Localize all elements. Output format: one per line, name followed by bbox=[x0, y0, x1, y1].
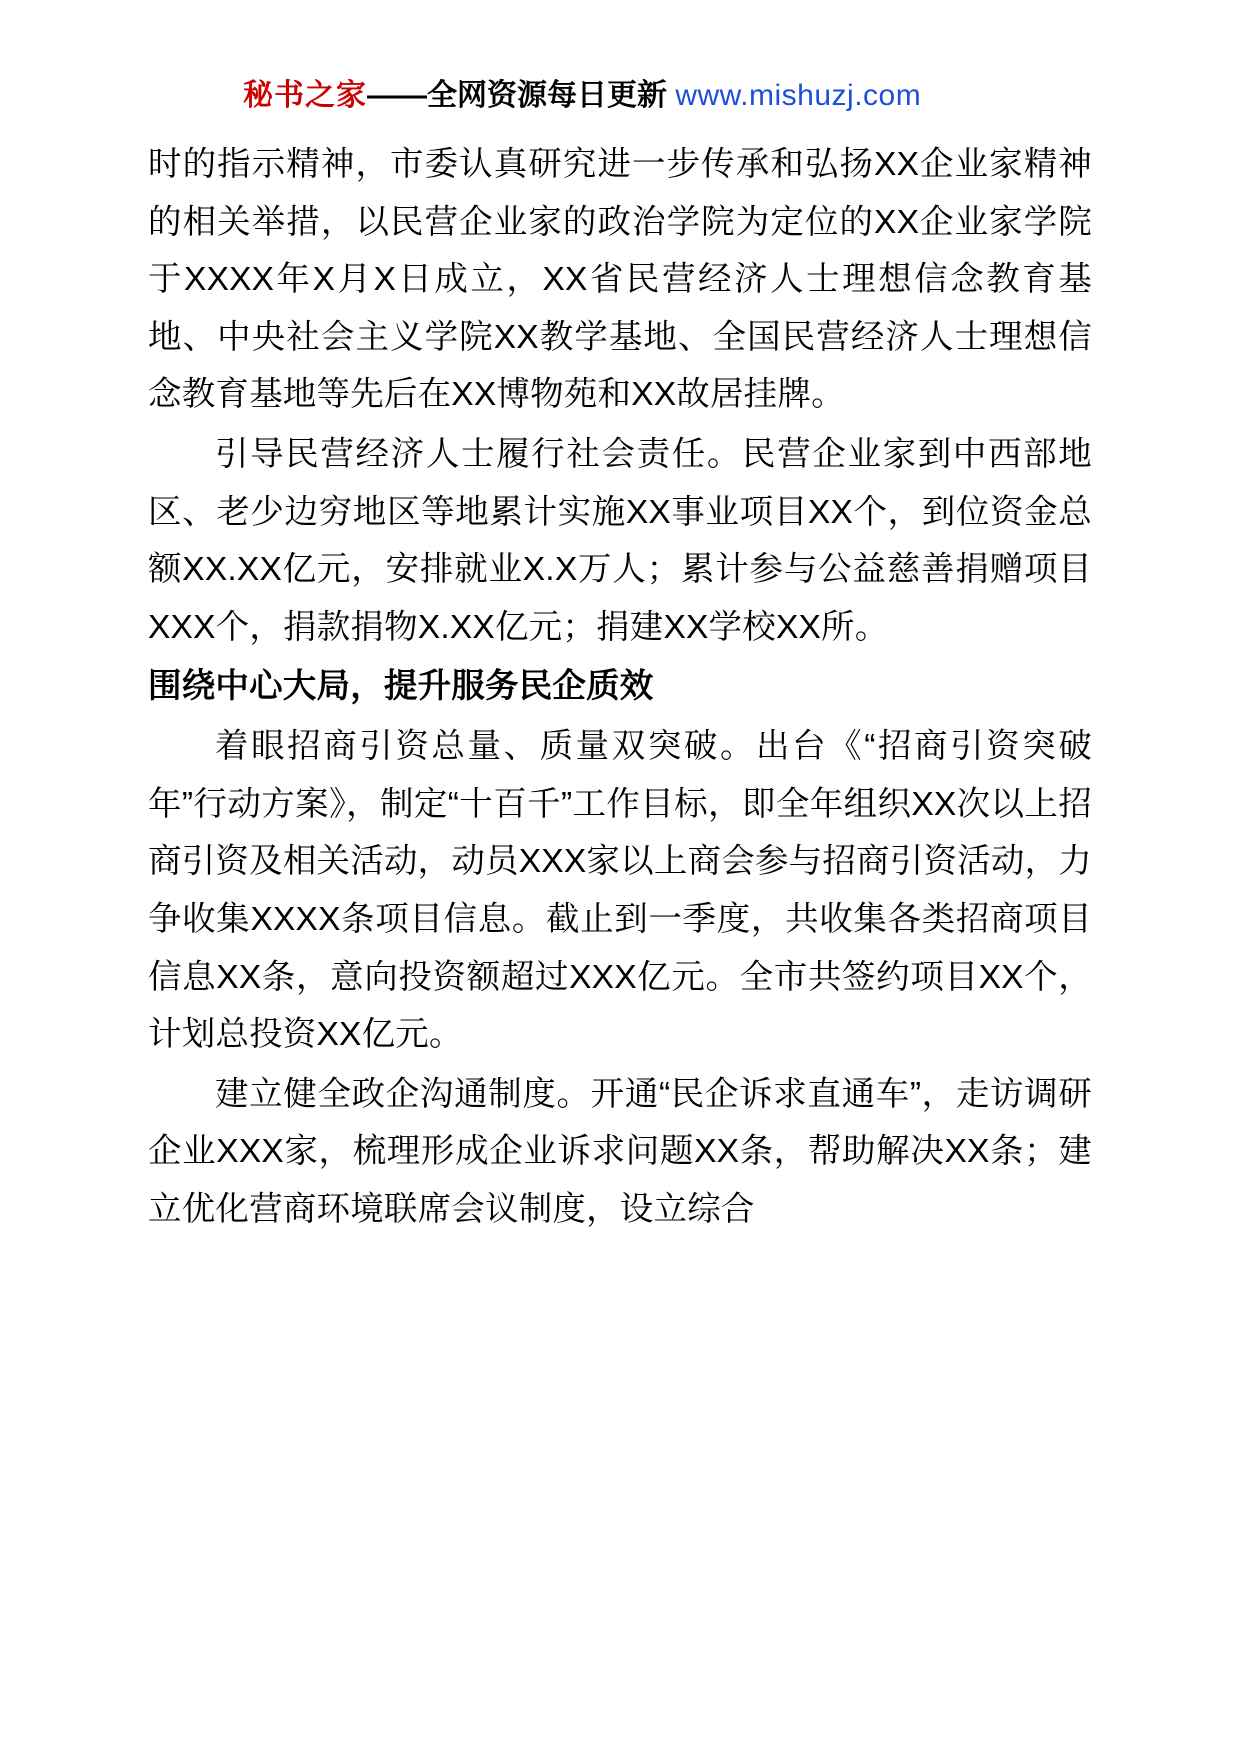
site-slogan: 全网资源每日更新 bbox=[427, 79, 667, 112]
paragraph-social-responsibility: 引导民营经济人士履行社会责任。民营企业家到中西部地区、老少边穷地区等地累计实施XX事业项目XX个，到位资金总额XX.XX亿元，安排就业X.X万人；累计参与公益慈善捐赠项目XXX个，捐款捐物X.XX亿元；捐建XX学校XX所。 bbox=[148, 436, 1092, 646]
header-dash: —— bbox=[367, 79, 427, 112]
paragraph-communication-system: 建立健全政企沟通制度。开通“民企诉求直通车”，走访调研企业XXX家，梳理形成企业诉求问题XX条，帮助解决XX条；建立优化营商环境联席会议制度，设立综合 bbox=[148, 1075, 1092, 1228]
paragraph-continued: 时的指示精神，市委认真研究进一步传承和弘扬XX企业家精神的相关举措，以民营企业家的政治学院为定位的XX企业家学院于XXXX年X月X日成立，XX省民营经济人士理想信念教育基地、中央社会主义学院XX教学基地、全国民营经济人士理想信念教育基地等先后在XX博物苑和XX故居挂牌。 bbox=[148, 146, 1092, 414]
site-watermark-header bbox=[243, 78, 1092, 114]
document-body bbox=[148, 136, 1092, 1239]
site-url-link[interactable]: www.mishuzj.com bbox=[675, 79, 922, 112]
paragraph-investment-promotion: 着眼招商引资总量、质量双突破。出台《“招商引资突破年”行动方案》，制定“十百千”工作目标，即全年组织XX次以上招商引资及相关活动，动员XXX家以上商会参与招商引资活动，力争收集XXXX条项目信息。截止到一季度，共收集各类招商项目信息XX条，意向投资额超过XXX亿元。全市共签约项目XX个，计划总投资XX亿元。 bbox=[148, 728, 1092, 1054]
site-brand-name: 秘书之家 bbox=[243, 79, 367, 112]
section-heading: 围绕中心大局，提升服务民企质效 bbox=[148, 668, 654, 706]
